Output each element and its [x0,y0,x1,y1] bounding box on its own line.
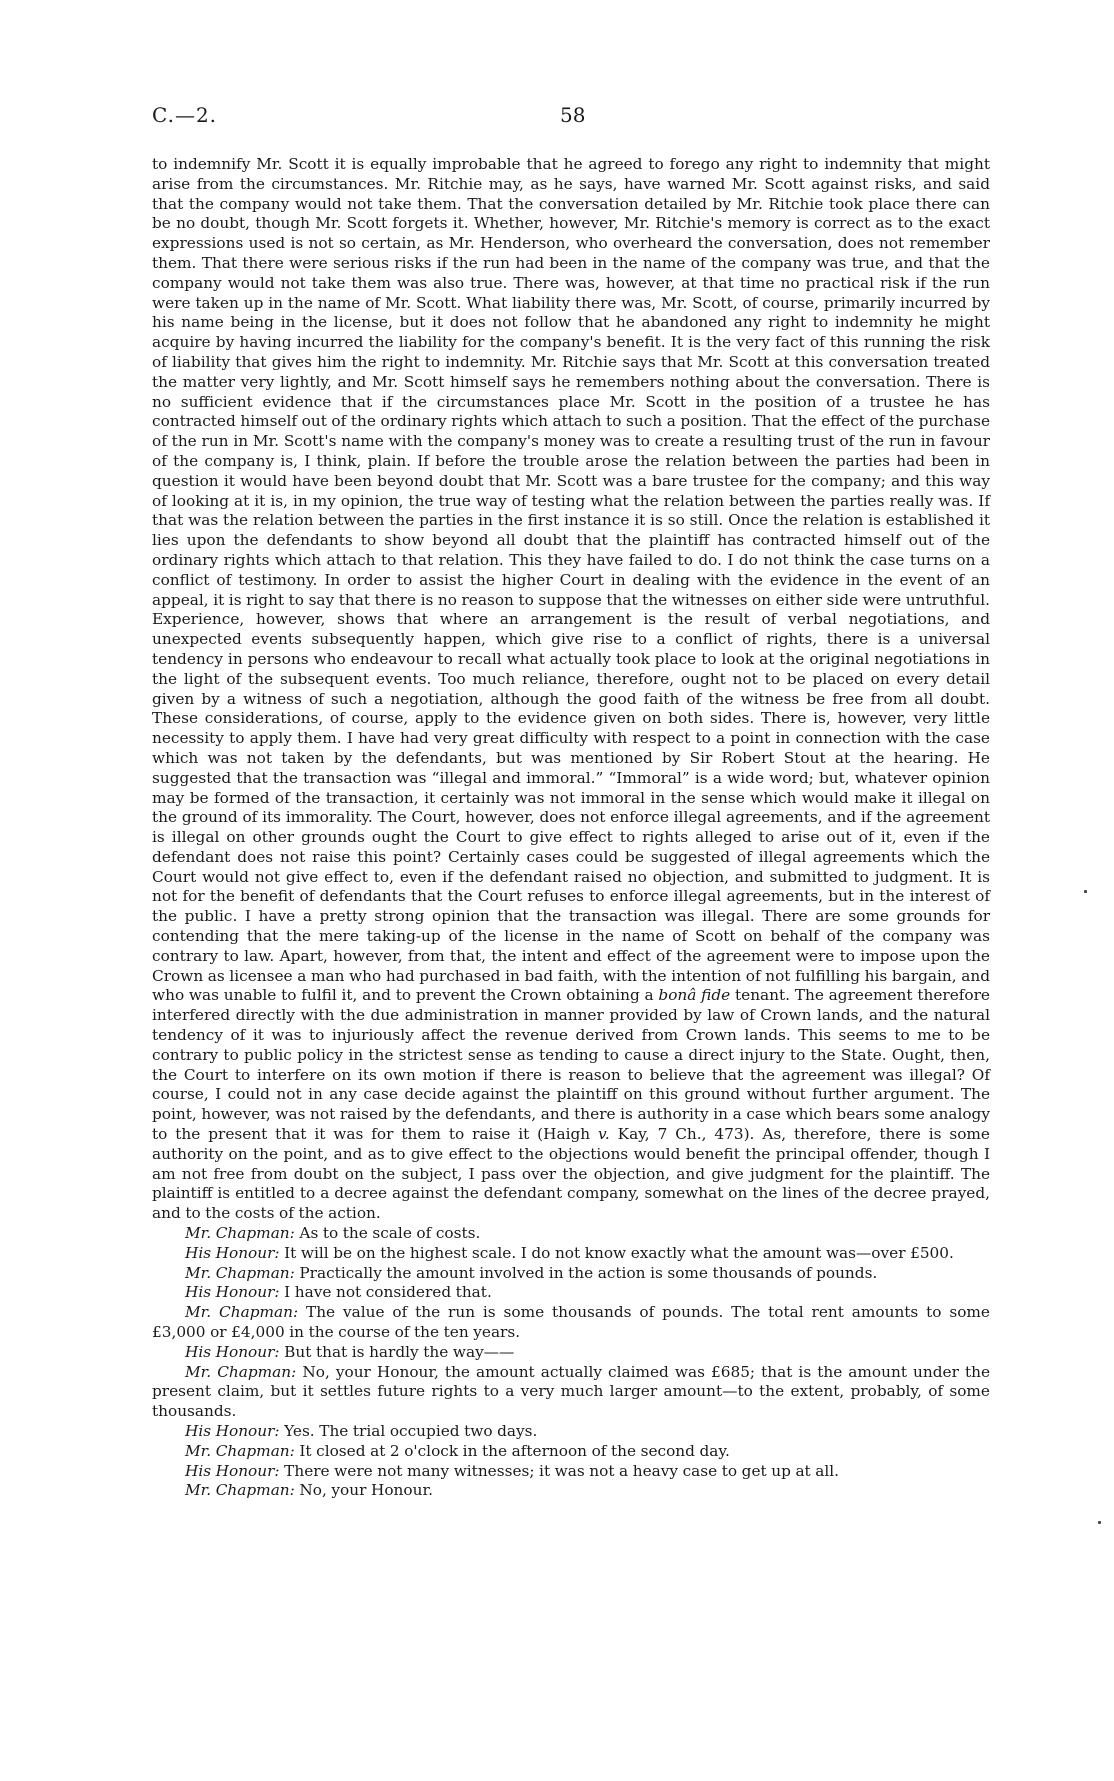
italic-term: bonâ fide [658,986,731,1005]
dialogue-line [152,1363,990,1422]
dialogue-line [152,1481,990,1501]
dialogue-text: No, your Honour. [294,1481,433,1500]
dialogue-text: No, your Honour, the amount actually claimed was £685; that is the amount under the present claim, but it settles future rights to a very much larger amount—to the extent, probably, of some thousands. [152,1362,990,1421]
speaker-name: Mr. Chapman: [185,1263,295,1282]
scan-mark [1098,1521,1101,1524]
paragraph-text: tenant. The agreement therefore interfered directly with the due administration in manner provided by law of Crown lands, and the natural tendency of it was to injuriously affect the revenue derived from Crown lands. This seems to me to be contrary to public policy in the strictest sense as tending to cause a direct injury to the State. Ought, then, the Court to interfere on its own motion if there is reason to believe that the agreement was illegal? Of course, I could not in any case decide against the plaintiff on this ground without further argument. The point, however, was not raised by the defendants, and there is authority in a case which bears some analogy to the present that it was for them to raise it (Haigh [152,986,990,1144]
dialogue-line [152,1343,990,1363]
speaker-name: His Honour: [185,1283,280,1302]
dialogue-line [152,1224,990,1244]
dialogue-line [152,1264,990,1284]
italic-term: v. [598,1125,610,1144]
dialogue-line [152,1303,990,1343]
judgment-paragraph [152,155,990,1224]
dialogue-text: There were not many witnesses; it was not a heavy case to get up at all. [279,1461,840,1480]
dialogue-text: The value of the run is some thousands of pounds. The total rent amounts to some £3,000 or £4,000 in the course of the ten years. [152,1303,990,1342]
dialogue-text: It closed at 2 o'clock in the afternoon of the second day. [294,1441,730,1460]
scan-mark [1084,890,1087,893]
paragraph-text: Kay, 7 Ch., 473). As, therefore, there is some authority on the point, and as to give effect to the objections would benefit the principal offender, though I am not free from doubt on the subject, I pass over the objection, and give judgment for the plaintiff. The plaintiff is entitled to a decree against the defendant company, somewhat on the lines of the decree prayed, and to the costs of the action. [152,1125,990,1223]
dialogue-text: Yes. The trial occupied two days. [279,1422,538,1440]
dialogue-line [152,1283,990,1303]
dialogue-text: I have not considered that. [279,1283,492,1302]
dialogue-text: But that is hardly the way—— [279,1342,515,1361]
paragraph-text: to indemnify Mr. Scott it is equally improbable that he agreed to forego any right to indemnity that might arise from the circumstances. Mr. Ritchie may, as he says, have warned Mr. Scott against risks, and said that the company would not take them. That the conversation detailed by Mr. Ritchie took place there can be no doubt, though Mr. Scott forgets it. Whether, however, Mr. Ritchie's memory is correct as to the exact expressions used is not so certain, as Mr. Henderson, who overheard the conversation, does not remember them. That there were serious risks if the run had been in the name of the company was true, and that the company would not take them was also true. There was, however, at that time no practical risk if the run were taken up in the name of Mr. Scott. What liability there was, Mr. Scott, of course, primarily incurred by his name being in the license, but it does not follow that he abandoned any right to indemnity he might acquire by having incurred the liability for the company's benefit. It is the very fact of this running the risk of liability that gives him the right to indemnity. Mr. Ritchie says that Mr. Scott at this conversation treated the matter very lightly, and Mr. Scott himself says he remembers nothing about the conversation. There is no sufficient evidence that if the circumstances place Mr. Scott in the position of a trustee he has contracted himself out of the ordinary rights which attach to such a position. That the effect of the purchase of the run in Mr. Scott's name with the company's money was to create a resulting trust of the run in favour of the company is, I think, plain. If before the trouble arose the relation between the parties had been in question it would have been beyond doubt that Mr. Scott was a bare trustee for the company; and this way of looking at it is, in my opinion, the true way of testing what the relation between the parties really was. If that was the relation between the parties in the first instance it is so still. Once the relation is established it lies upon the defendants to show beyond all doubt that the plaintiff has contracted himself out of the ordinary rights which attach to that relation. This they have failed to do. I do not think the case turns on a conflict of testimony. In order to assist the higher Court in dealing with the evidence in the event of an appeal, it is right to say that there is no reason to suppose that the witnesses on either side were untruthful. Experience, however, shows that where an arrangement is the result of verbal negotiations, and unexpected events subsequently happen, which give rise to a conflict of rights, there is a universal tendency in persons who endeavour to recall what actually took place to look at the original negotiations in the light of the subsequent events. Too much reliance, therefore, ought not to be placed on every detail given by a witness of such a negotiation, although the good faith of the witness be free from all doubt. These considerations, of course, apply to the evidence given on both sides. There is, however, very little necessity to apply them. I have had very great difficulty with respect to a point in connection with the case which was not taken by the defendants, but was mentioned by Sir Robert Stout at the hearing. He suggested that the transaction was “illegal and immoral.” “Immoral” is a wide word; but, whatever opinion may be formed of the transaction, it certainly was not immoral in the sense which would make it illegal on the ground of its immorality. The Court, however, does not enforce illegal agreements, and if the agreement is illegal on other grounds ought the Court to give effect to rights alleged to arise out of it, even if the defendant does not raise this point? Certainly cases could be suggested of illegal agreements which the Court would not give effect to, even if the defendant raised no objection, and submitted to judgment. It is not for the benefit of defendants that the Court refuses to enforce illegal agreements, but in the interest of the public. I have a pretty strong opinion that the transaction was illegal. There are some grounds for contending that the mere taking-up of the license in the name of Scott on behalf of the company was contrary to law. Apart, however, from that, the intent and effect of the agreement were to impose upon the Crown as licensee a man who had purchased in bad faith, with the intention of not fulfilling his bargain, and who was unable to fulfil it, and to prevent the Crown obtaining a [152,155,990,1005]
speaker-name: His Honour: [185,1461,280,1480]
speaker-name: Mr. Chapman: [185,1224,295,1243]
dialogue-section [152,1224,990,1501]
dialogue-text: It will be on the highest scale. I do not know exactly what the amount was—over £500. [279,1243,954,1262]
speaker-name: Mr. Chapman: [185,1303,299,1322]
dialogue-line [152,1462,990,1482]
dialogue-line [152,1442,990,1462]
speaker-name: Mr. Chapman: [185,1481,295,1500]
speaker-name: His Honour: [185,1342,280,1361]
dialogue-text: Practically the amount involved in the action is some thousands of pounds. [294,1263,878,1282]
page-number: 58 [560,103,586,127]
speaker-name: Mr. Chapman: [185,1441,295,1460]
document-body [152,155,990,1501]
speaker-name: His Honour: [185,1243,280,1262]
speaker-name: Mr. Chapman: [185,1362,297,1381]
dialogue-text: As to the scale of costs. [294,1224,481,1243]
page-reference: C.—2. [152,103,218,127]
dialogue-line [152,1244,990,1264]
dialogue-line [152,1422,990,1442]
speaker-name: His Honour: [185,1422,280,1440]
